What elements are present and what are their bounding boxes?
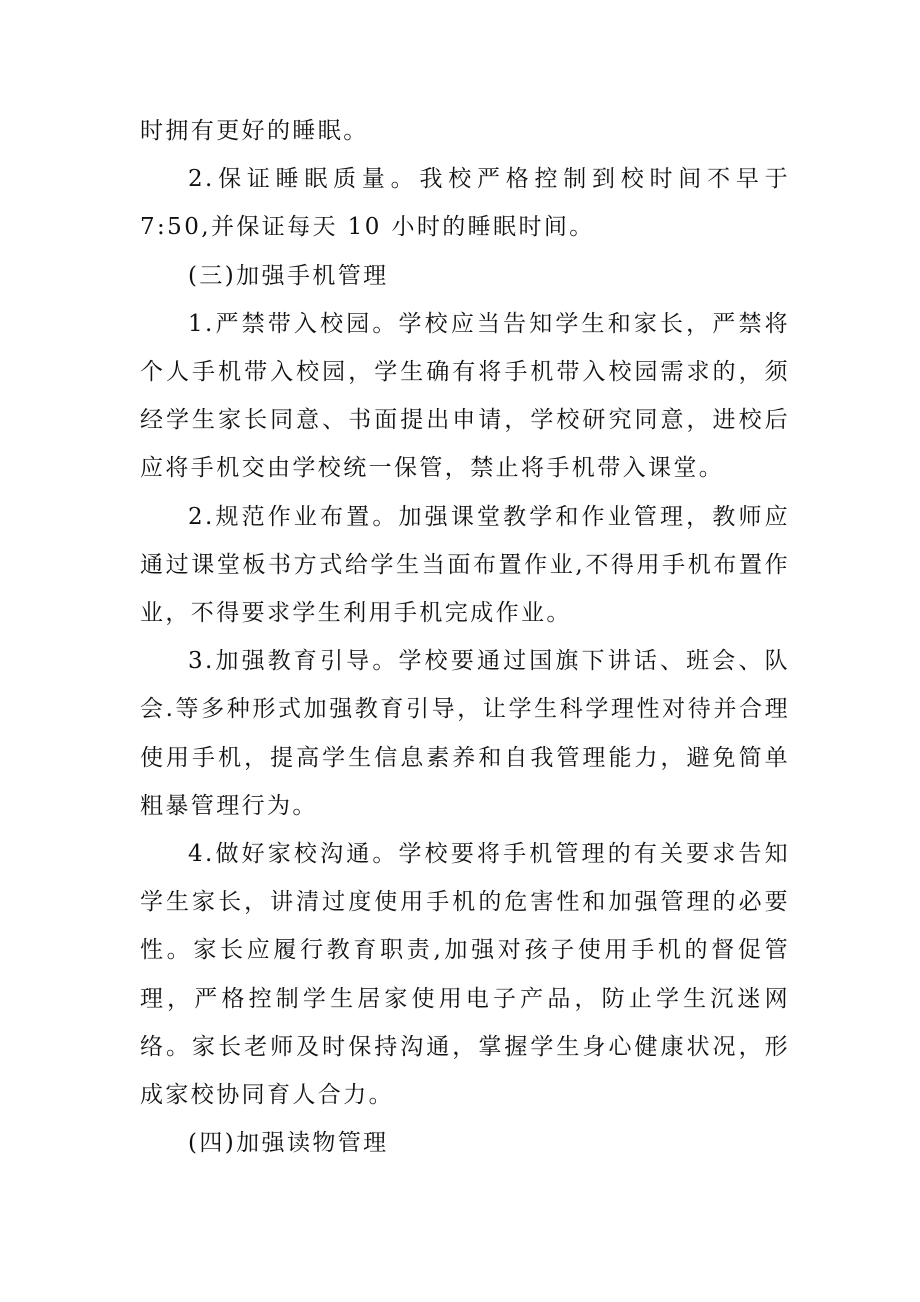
paragraph-no-phones-on-campus: 1.严禁带入校园。学校应当告知学生和家长，严禁将个人手机带入校园，学生确有将手机带入校园需求的，须经学生家长同意、书面提出申请，学校研究同意，进校后应将手机交由学校统一保管，禁止将手机带入课堂。 bbox=[140, 310, 790, 482]
paragraph-sleep-quality: 2.保证睡眠质量。我校严格控制到校时间不早于 7:50,并保证每天 10 小时的睡眠时间。 bbox=[140, 166, 790, 241]
paragraph-education-guidance: 3.加强教育引导。学校要通过国旗下讲话、班会、队会.等多种形式加强教育引导，让学生科学理性对待并合理使用手机，提高学生信息素养和自我管理能力，避免简单粗暴管理行为。 bbox=[140, 648, 790, 819]
document-body bbox=[140, 107, 790, 1167]
paragraph-continuation: 时拥有更好的睡眠。 bbox=[140, 118, 369, 144]
paragraph-home-school-communication: 4.做好家校沟通。学校要将手机管理的有关要求告知学生家长，讲清过度使用手机的危害性和加强管理的必要性。家长应履行教育职责,加强对孩子使用手机的督促管理，严格控制学生居家使用电子产品，防止学生沉迷网络。家长老师及时保持沟通，掌握学生身心健康状况，形成家校协同育人合力。 bbox=[140, 841, 790, 1109]
paragraph-homework-assignment: 2.规范作业布置。加强课堂教学和作业管理，教师应通过课堂板书方式给学生当面布置作业,不得用手机布置作业，不得要求学生利用手机完成作业。 bbox=[140, 503, 790, 627]
section-heading-phone-management: (三)加强手机管理 bbox=[188, 262, 389, 289]
section-heading-reading-management: (四)加强读物管理 bbox=[188, 1130, 389, 1157]
